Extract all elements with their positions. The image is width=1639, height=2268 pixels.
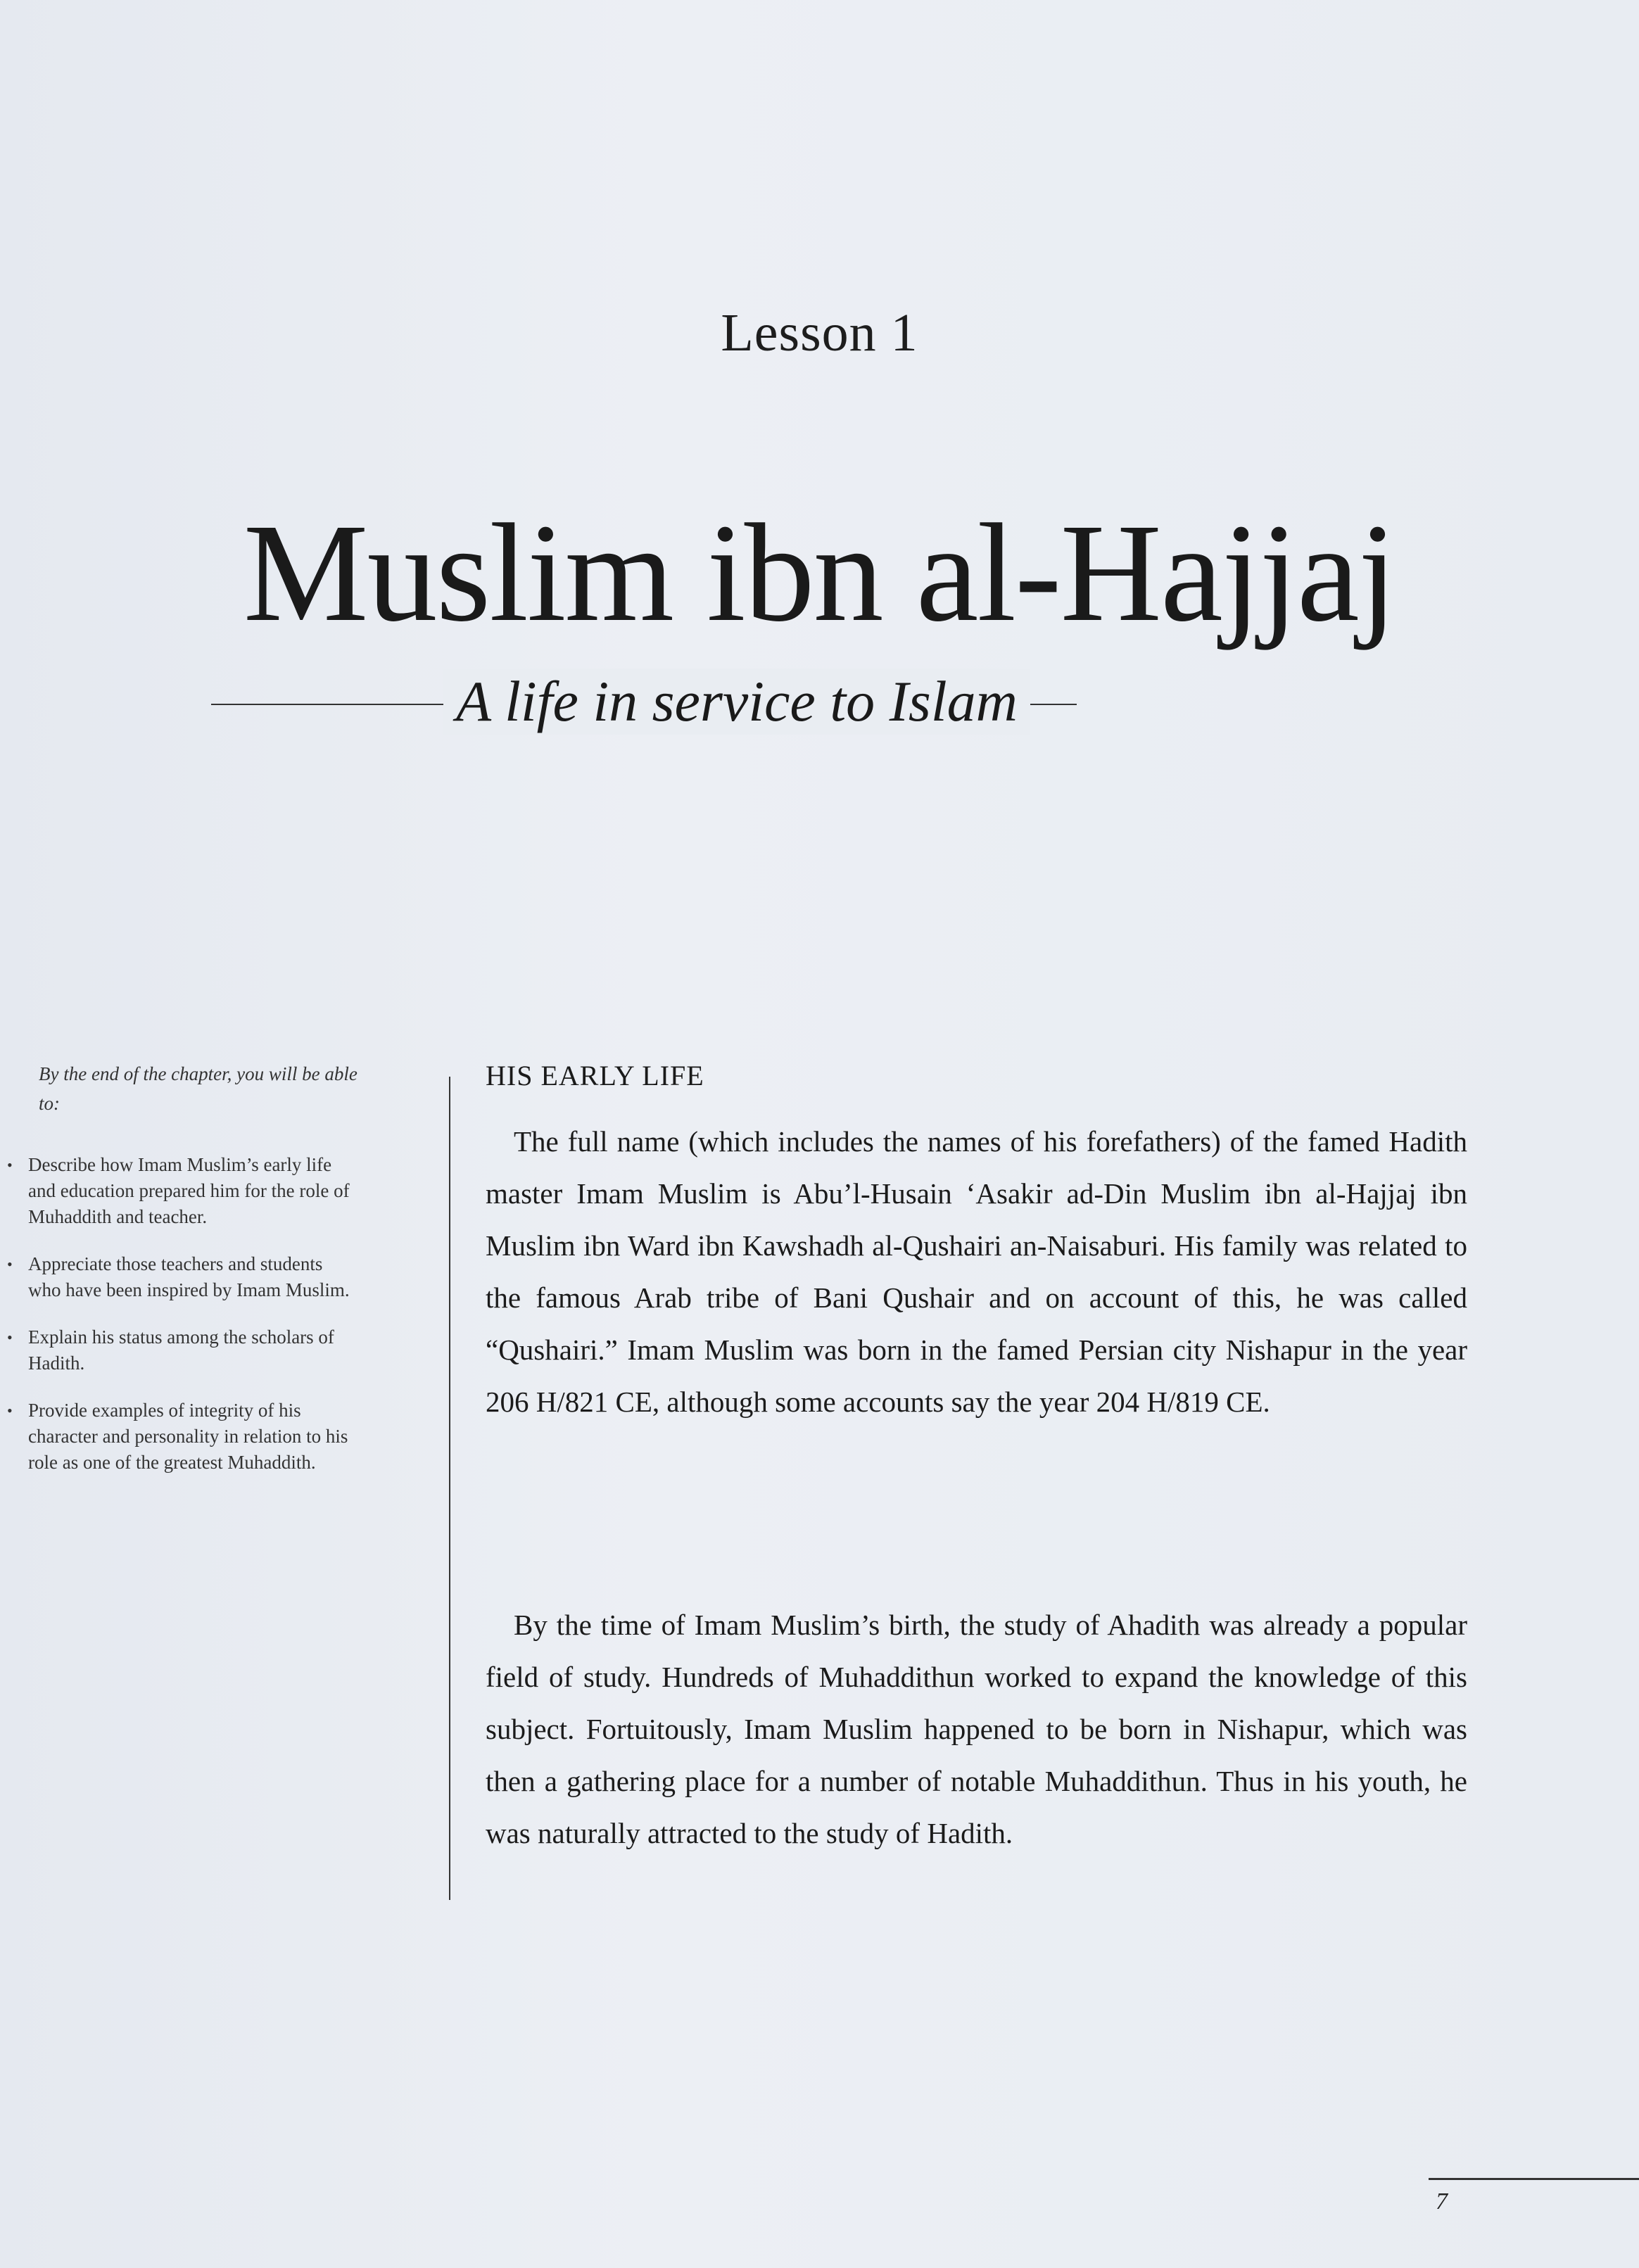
objective-item: [7, 1398, 359, 1476]
footer-rule: [1429, 2178, 1639, 2180]
bullet-icon: •: [7, 1329, 13, 1346]
objectives-list: [7, 1152, 359, 1476]
objective-text: Appreciate those teachers and students who have been inspired by Imam Muslim.: [28, 1253, 350, 1300]
objective-text: Describe how Imam Muslim’s early life and education prepared him for the role of Muhaddith and teacher.: [28, 1154, 350, 1227]
learning-objectives-sidebar: [7, 1059, 359, 1497]
chapter-title: Muslim ibn al-Hajjaj: [243, 495, 1396, 651]
section-heading: HIS EARLY LIFE: [486, 1060, 704, 1091]
objective-item: [7, 1324, 359, 1376]
objective-item: [7, 1251, 359, 1303]
lesson-label: Lesson 1: [721, 303, 918, 362]
chapter-subtitle: A life in service to Islam: [443, 669, 1030, 735]
objective-text: Provide examples of integrity of his character and personality in relation to his role as one of the greatest Muhaddith.: [28, 1400, 348, 1473]
bullet-icon: •: [7, 1255, 13, 1273]
page-number: 7: [1436, 2188, 1448, 2215]
objectives-intro: By the end of the chapter, you will be able to:: [39, 1063, 357, 1114]
column-divider: [449, 1077, 450, 1900]
bullet-icon: •: [7, 1402, 13, 1419]
body-paragraph: By the time of Imam Muslim’s birth, the study of Ahadith was already a popular field of study. Hundreds of Muhaddithun worked to expand the knowledge of this subject. Fortuitously, Imam Muslim happened to be born in Nishapur, which was then a gathering place for a number of notable Muhaddithun. Thus in his youth, he was naturally attracted to the study of Hadith.: [486, 1609, 1467, 1849]
bullet-icon: •: [7, 1156, 13, 1174]
objective-text: Explain his status among the scholars of Hadith.: [28, 1326, 334, 1374]
body-paragraph: The full name (which includes the names of his forefathers) of the famed Hadith master Imam Muslim is Abu’l-Husain ‘Asakir ad-Din Muslim ibn al-Hajjaj ibn Muslim ibn Ward ibn Kawshadh al-Qushairi an-Naisaburi. His family was related to the famous Arab tribe of Bani Qushair and on account of this, he was called “Qushairi.” Imam Muslim was born in the famed Persian city Nishapur in the year 206 H/821 CE, although some accounts say the year 204 H/819 CE.: [486, 1125, 1467, 1418]
objective-item: [7, 1152, 359, 1230]
